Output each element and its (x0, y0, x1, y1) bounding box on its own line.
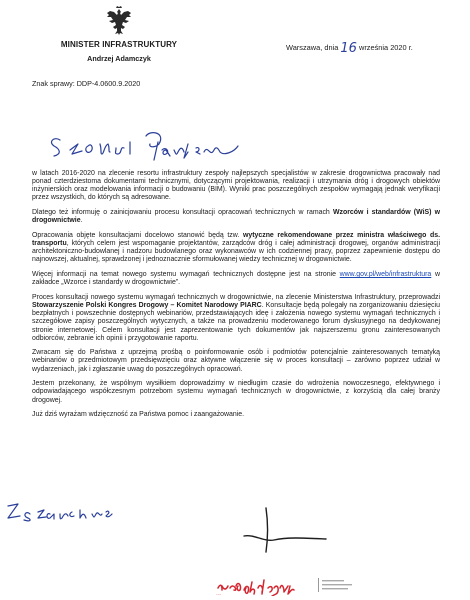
paragraph-5-text: Proces konsultacji nowego systemu wymagań technicznych w drogownictwie, na zlecenie Ministerstwa Infrastruktury, przeprowadzi (32, 293, 440, 301)
paragraph-4 (32, 271, 440, 287)
date-place: Warszawa, dnia (286, 43, 339, 52)
logo-side-mark-icon (318, 576, 356, 594)
logo-text: niepodległa (216, 595, 222, 596)
paragraph-7: Jestem przekonany, że wspólnym wysiłkiem doprowadzimy w niedługim czasie do wdrożenia nowoczesnego, efektywnego i odpowiadającego współczesnym potrzebom systemu wymagań technicznych w drogownictwie, z korzyścią dla całej branży drogowej. (32, 380, 440, 404)
paragraph-5-end: . Konsultacje będą polegały na zorganizowaniu dziesięciu bezpłatnych i powszechnie dostępnych webinariów, przedstawiających ideę i założenia nowego systemu wymagań technicznych i szczegółowe zapisy poszczególnych wytycznych, a także na prowadzeniu moderowanego forum dyskusyjnego na dedykowanej stronie internetowej. Celem konsultacji jest zaprezentowanie tych dokumentów jak najszerszemu gronu zainteresowanych odbiorców, zebranie ich opinii i przygotowanie raportu. (32, 302, 440, 342)
wis-bold: Wzorców i standardów (WiS) w drogownictwie (32, 209, 440, 225)
paragraph-2-end: . (80, 217, 83, 225)
paragraph-4-text: Więcej informacji na temat nowego systemu wymagań technicznych dostępne jest na stronie (32, 271, 340, 279)
niepodlegla-logo-icon (214, 574, 314, 596)
paragraph-3 (32, 232, 440, 265)
polish-eagle-emblem-icon (104, 6, 134, 40)
paragraph-8: Już dziś wyrażam wdzięczność za Państwa pomoc i zaangażowanie. (32, 411, 245, 419)
paragraph-4-end: w zakładce „Wzorce i standardy w drogownictwie”. (32, 271, 440, 287)
paragraph-3-text: Opracowania objęte konsultacjami docelowo stanowić będą tzw. (32, 231, 243, 239)
paragraph-6: Zwracam się do Państwa z uprzejmą prośbą o poinformowanie osób i podmiotów potencjalnie zainteresowanych tematyką webinariów o przedmiotowym przedsięwzięciu oraz aktywne włączenie się w proces konsultacji – zarówno poprzez udział w wydarzeniach, jak i zgłaszanie uwag do poszczególnych opracowań. (32, 349, 440, 373)
dateline (286, 39, 413, 54)
handwritten-signature-icon (240, 506, 330, 562)
paragraph-5 (32, 294, 440, 343)
paragraph-2 (32, 209, 440, 225)
paragraph-2-text: Dlatego też informuję o zainicjowaniu procesu konsultacji opracowań technicznych w ramach (32, 209, 333, 217)
guidelines-bold: wytyczne rekomendowane przez ministra właściwego ds. transportu (32, 231, 440, 248)
organization-name: MINISTER INFRASTRUKTURY (60, 40, 178, 49)
case-number: Znak sprawy: DDP-4.0600.9.2020 (32, 79, 141, 88)
ministry-link[interactable]: www.gov.pl/web/infrastruktura (339, 271, 432, 279)
piarc-bold: Stowarzyszenie Polski Kongres Drogowy – Komitet Narodowy PIARC (32, 302, 262, 310)
paragraph-3-end: , których celem jest wspomaganie projektantów, zarządców dróg i całej administracji drogowej, organów administracji architektoniczno-budowlanej i nadzoru budowlanego oraz wykonawców w ich codziennej pracy, poprzez zapewnienie dostępu do najnowszej, aktualnej, sprawdzonej i jednoznacznie sformułowanej wiedzy technicznej w drogownictwie. (32, 240, 440, 264)
handwritten-regards (4, 500, 124, 524)
minister-name: Andrzej Adamczyk (87, 54, 151, 63)
letter-body (32, 170, 440, 426)
handwritten-salutation (50, 128, 280, 168)
paragraph-1: w latach 2016-2020 na zlecenie resortu infrastruktury zespoły najlepszych specjalistów w zakresie drogownictwa pracowały nad ponad czterdziestoma dokumentami technicznymi, dotyczącymi projektowania, realizacji i utrzymania dróg i drogowych obiektów inżynierskich oraz modelowania informacji o budowaniu (BIM). Wyniki prac poszczególnych zespołów wymagają jednak weryfikacji przez wszystkich, do których są adresowane. (32, 170, 440, 202)
date-rest: września 2020 r. (358, 43, 413, 52)
date-day: 16 (340, 41, 357, 56)
